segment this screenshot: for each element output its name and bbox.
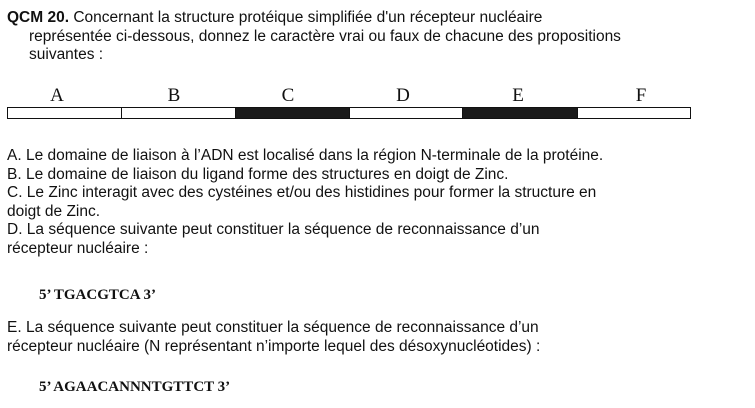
proposition-d-line-2: récepteur nucléaire : <box>7 239 149 257</box>
propositions <box>7 147 752 258</box>
domain-label-a: A <box>50 85 64 106</box>
proposition-c-line-2: doigt de Zinc. <box>7 202 101 220</box>
question-intro-2: représentée ci-dessous, donnez le caractère vrai ou faux de chacune des propositions <box>29 27 621 45</box>
domain-label-e: E <box>512 85 524 106</box>
proposition-a: A. Le domaine de liaison à l’ADN est localisé dans la région N-terminale de la protéine. <box>7 147 604 164</box>
proposition-e <box>7 319 752 356</box>
protein-domain-bar <box>7 107 691 119</box>
domain-label-c: C <box>281 85 295 106</box>
domain-segment-e <box>462 108 577 118</box>
question-number: QCM 20. <box>7 9 70 26</box>
proposition-e-line-2: récepteur nucléaire (N représentant n’importe lequel des désoxynucléotides) : <box>7 337 541 355</box>
question-header <box>7 9 747 65</box>
domain-label-b: B <box>167 85 181 106</box>
question-line-1 <box>7 9 747 28</box>
domain-label-f: F <box>635 85 647 106</box>
proposition-d-line-1: D. La séquence suivante peut constituer la séquence de reconnaissance d’un <box>7 221 540 238</box>
proposition-c-line-1: C. Le Zinc interagit avec des cystéines et/ou des histidines pour former la structure en <box>7 184 597 201</box>
question-intro-3: suivantes : <box>29 46 104 63</box>
domain-segment-f <box>577 108 690 118</box>
sequence-e: 5’ AGAACANNNTGTTCT 3’ <box>39 379 231 395</box>
proposition-b: B. Le domaine de liaison du ligand forme des structures en doigt de Zinc. <box>7 165 509 183</box>
question-intro-1: Concernant la structure protéique simplifiée d'un récepteur nucléaire <box>73 9 543 26</box>
domain-segment-c <box>235 108 349 118</box>
domain-segment-b <box>121 108 235 118</box>
domain-segment-d <box>349 108 462 118</box>
sequence-d: 5’ TGACGTCA 3’ <box>39 287 156 303</box>
domain-labels <box>7 85 691 107</box>
domain-segment-a <box>8 108 121 118</box>
domain-label-d: D <box>396 85 410 106</box>
proposition-e-line-1: E. La séquence suivante peut constituer la séquence de reconnaissance d’un <box>7 319 539 336</box>
